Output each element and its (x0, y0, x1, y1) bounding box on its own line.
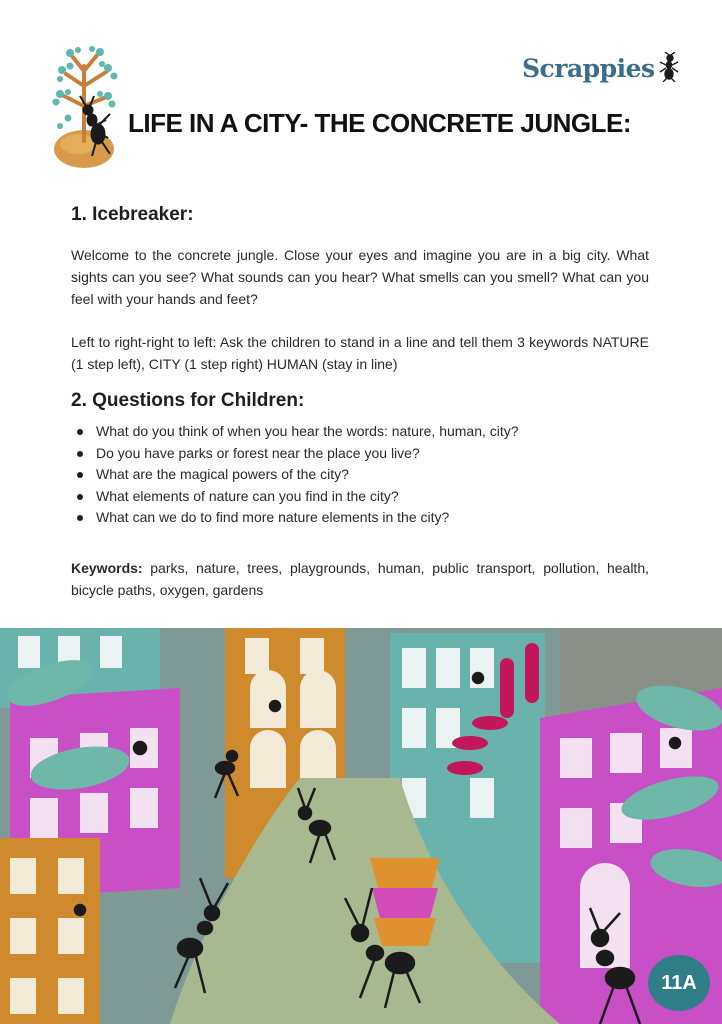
city-with-ants-illustration (0, 628, 722, 1024)
keywords-label: Keywords: (71, 560, 143, 576)
questions-list (71, 421, 651, 529)
activity-paragraph: Left to right-right to left: Ask the children to stand in a line and tell them 3 keywords NATURE (1 step left), CITY (1 step right) HUMAN (stay in line) (71, 334, 649, 372)
question-text: Do you have parks or forest near the place you live? (96, 444, 420, 461)
scrappies-logo (522, 50, 682, 88)
icebreaker-paragraph: Welcome to the concrete jungle. Close your eyes and imagine you are in a big city. What sights can you see? What sounds can you hear? What smells can you smell? What can you feel with your hands and feet? (71, 247, 649, 307)
section-title-questions: 2. Questions for Children: (71, 390, 305, 411)
list-item (71, 507, 651, 529)
bullet-icon (77, 494, 83, 500)
page-title: LIFE IN A CITY- THE CONCRETE JUNGLE: (128, 108, 631, 138)
question-text: What can we do to find more nature elements in the city? (96, 509, 450, 525)
list-item (71, 443, 651, 465)
bullet-icon (77, 515, 83, 521)
page-number-badge: 11A (648, 955, 710, 1011)
ant-with-plant-icon (48, 46, 128, 171)
ant-icon (657, 52, 681, 82)
list-item (71, 464, 651, 486)
bullet-icon (77, 472, 83, 478)
bullet-icon (77, 429, 83, 435)
question-text: What are the magical powers of the city? (96, 466, 349, 482)
list-item (71, 421, 651, 443)
logo-text: Scrappies (522, 54, 655, 83)
question-text: What elements of nature can you find in the city? (96, 487, 399, 504)
list-item (71, 486, 651, 508)
question-text: What do you think of when you hear the words: nature, human, city? (96, 423, 519, 439)
section-title-icebreaker: 1. Icebreaker: (71, 204, 194, 225)
keywords-text: parks, nature, trees, playgrounds, human, public transport, pollution, health, bicycle paths, oxygen, gardens (71, 560, 649, 598)
bullet-icon (77, 451, 83, 457)
keywords-paragraph (71, 557, 649, 601)
